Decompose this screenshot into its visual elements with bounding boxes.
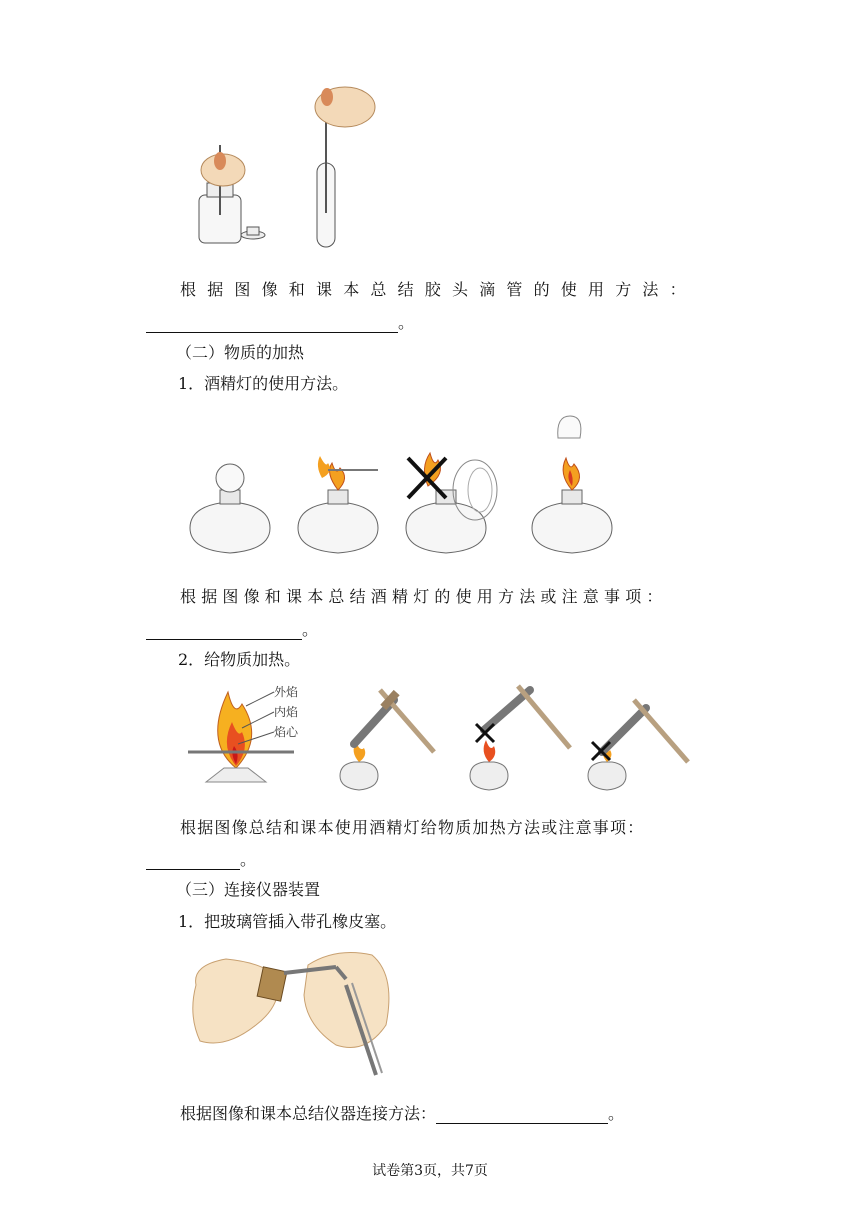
q4-answer-blank[interactable] xyxy=(436,1107,608,1124)
flame-outer-label: 外焰 xyxy=(274,685,299,699)
q4-line xyxy=(180,1104,624,1124)
q2-summary: 根据图像和课本总结酒精灯的使用方法或注意事项： xyxy=(180,587,668,606)
q3-summary: 根据图像总结和课本使用酒精灯给物质加热方法或注意事项： xyxy=(180,818,645,837)
dropper-figure xyxy=(185,85,385,255)
heating-figure xyxy=(184,682,694,794)
section-3-item-1: 1．把玻璃管插入带孔橡皮塞。 xyxy=(178,912,397,931)
flame-inner-label: 内焰 xyxy=(274,705,299,719)
q2-answer-line[interactable] xyxy=(146,620,318,640)
q1-end: 。 xyxy=(398,313,415,332)
item-2: 2．给物质加热。 xyxy=(178,650,301,669)
section-3-heading: （三）连接仪器装置 xyxy=(176,880,321,899)
q3-end: 。 xyxy=(240,850,257,869)
glass-tube-figure xyxy=(186,945,402,1081)
section-2-item-1: 1．酒精灯的使用方法。 xyxy=(178,374,349,393)
q1-answer-line[interactable] xyxy=(146,313,414,333)
q2-end: 。 xyxy=(302,620,319,639)
q4-end: 。 xyxy=(608,1104,625,1123)
q3-answer-line[interactable] xyxy=(146,850,256,870)
q1-summary: 根据图像和课本总结胶头滴管的使用方法： xyxy=(180,280,697,299)
alcohol-lamp-figure xyxy=(180,408,620,566)
section-2-heading: （二）物质的加热 xyxy=(176,343,305,362)
page-footer: 试卷第3页，共7页 xyxy=(372,1163,488,1179)
flame-core-label: 焰心 xyxy=(274,725,299,739)
q4-summary: 根据图像和课本总结仪器连接方法： xyxy=(180,1104,437,1123)
